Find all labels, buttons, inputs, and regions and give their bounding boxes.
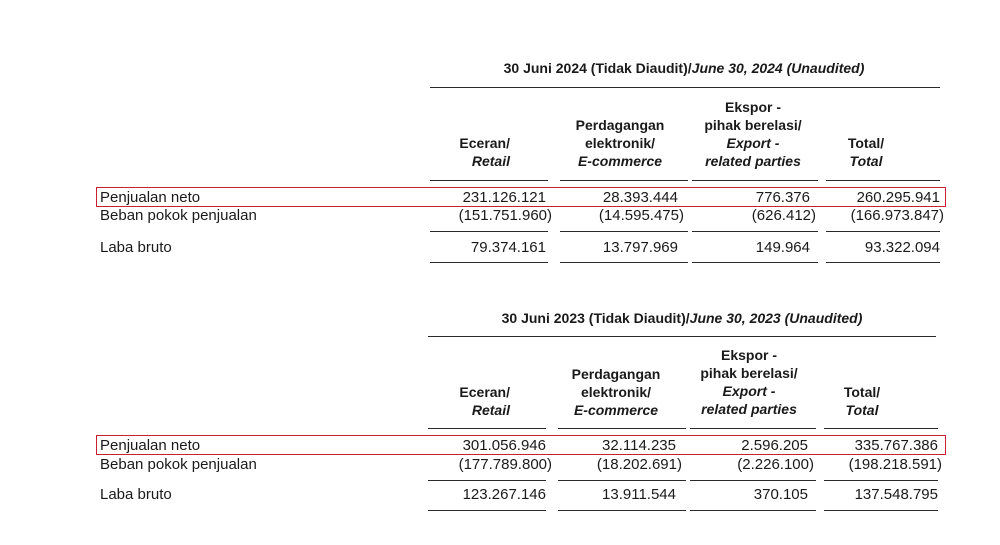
col-rule [692, 180, 818, 181]
col-rule [690, 428, 816, 429]
col-header-retail [430, 383, 510, 419]
col-label-en: Total [845, 402, 879, 418]
header-rule [428, 336, 936, 337]
col-header-ecommerce [556, 365, 676, 419]
col-label-id: elektronik/ [584, 135, 656, 151]
col-label-en: Retail [471, 402, 510, 418]
row-label: Beban pokok penjualan [100, 207, 257, 224]
col-label-id: pihak berelasi/ [700, 365, 798, 381]
col-header-retail [430, 134, 510, 170]
col-label-en: related parties [701, 401, 797, 417]
col-label-en: E-commerce [577, 153, 663, 169]
col-rule [826, 180, 940, 181]
col-label-id: Ekspor - [720, 347, 777, 363]
cell-value: (151.751.960) [458, 207, 552, 224]
cell-value: 79.374.161 [470, 239, 546, 256]
col-label-id: Perdagangan [575, 117, 665, 133]
cell-value: 13.797.969 [602, 239, 678, 256]
subtotal-rule [428, 480, 546, 481]
period-title [428, 310, 936, 326]
cell-value: 32.114.235 [602, 437, 676, 454]
subtotal-rule [692, 231, 818, 232]
row-label: Laba bruto [100, 239, 172, 256]
subtotal-rule [430, 231, 548, 232]
cell-value: 301.056.946 [462, 437, 546, 454]
col-label-en: E-commerce [573, 402, 659, 418]
total-rule [824, 510, 938, 511]
period-title-main: 30 Juni 2023 (Tidak Diaudit)/ [501, 310, 690, 326]
cell-value: 2.596.205 [741, 437, 808, 454]
col-label-id: Eceran/ [459, 135, 510, 151]
col-header-export [686, 346, 812, 418]
col-header-total [830, 134, 902, 170]
row-label: Beban pokok penjualan [100, 456, 257, 473]
subtotal-rule [560, 231, 688, 232]
cell-value: 123.267.146 [462, 486, 546, 503]
cell-value: 776.376 [755, 189, 810, 206]
period-title-english: June 30, 2024 (Unaudited) [691, 60, 865, 76]
cell-value: (18.202.691) [596, 456, 682, 473]
cell-value: 93.322.094 [864, 239, 940, 256]
total-rule [428, 510, 546, 511]
col-label-id: Eceran/ [459, 384, 510, 400]
col-label-en: Retail [471, 153, 510, 169]
cell-value: 137.548.795 [854, 486, 938, 503]
total-rule [690, 510, 816, 511]
subtotal-rule [558, 480, 686, 481]
col-label-en: Total [849, 153, 883, 169]
row-label: Penjualan neto [100, 189, 201, 206]
col-rule [824, 428, 938, 429]
cell-value: 335.767.386 [854, 437, 938, 454]
period-title-main: 30 Juni 2024 (Tidak Diaudit)/ [503, 60, 692, 76]
col-rule [430, 180, 548, 181]
col-label-en: Export - [726, 135, 780, 151]
cell-value: 13.911.544 [602, 486, 676, 503]
col-label-en: related parties [705, 153, 801, 169]
table-2023 [0, 250, 1000, 530]
col-label-id: Total/ [847, 135, 885, 151]
col-label-id: elektronik/ [580, 384, 652, 400]
cell-value: 231.126.121 [462, 189, 546, 206]
row-label: Laba bruto [100, 486, 172, 503]
col-header-total [826, 383, 898, 419]
col-header-export [690, 98, 816, 170]
col-rule [558, 428, 686, 429]
cell-value: 370.105 [753, 486, 808, 503]
col-rule [428, 428, 546, 429]
row-label: Penjualan neto [100, 437, 201, 454]
cell-value: (626.412) [751, 207, 816, 224]
header-rule [430, 87, 940, 88]
cell-value: (198.218.591) [848, 456, 942, 473]
cell-value: (166.973.847) [850, 207, 944, 224]
total-rule [558, 510, 686, 511]
col-rule [560, 180, 688, 181]
cell-value: 28.393.444 [602, 189, 678, 206]
cell-value: (177.789.800) [458, 456, 552, 473]
col-label-en: Export - [722, 383, 776, 399]
col-header-ecommerce [560, 116, 680, 170]
cell-value: 149.964 [755, 239, 810, 256]
cell-value: (2.226.100) [737, 456, 814, 473]
col-label-id: pihak berelasi/ [704, 117, 802, 133]
period-title-english: June 30, 2023 (Unaudited) [689, 310, 863, 326]
col-label-id: Ekspor - [724, 99, 781, 115]
period-title [430, 60, 938, 76]
subtotal-rule [826, 231, 940, 232]
col-label-id: Perdagangan [571, 366, 661, 382]
cell-value: (14.595.475) [598, 207, 684, 224]
subtotal-rule [690, 480, 816, 481]
col-label-id: Total/ [843, 384, 881, 400]
subtotal-rule [824, 480, 938, 481]
cell-value: 260.295.941 [856, 189, 940, 206]
